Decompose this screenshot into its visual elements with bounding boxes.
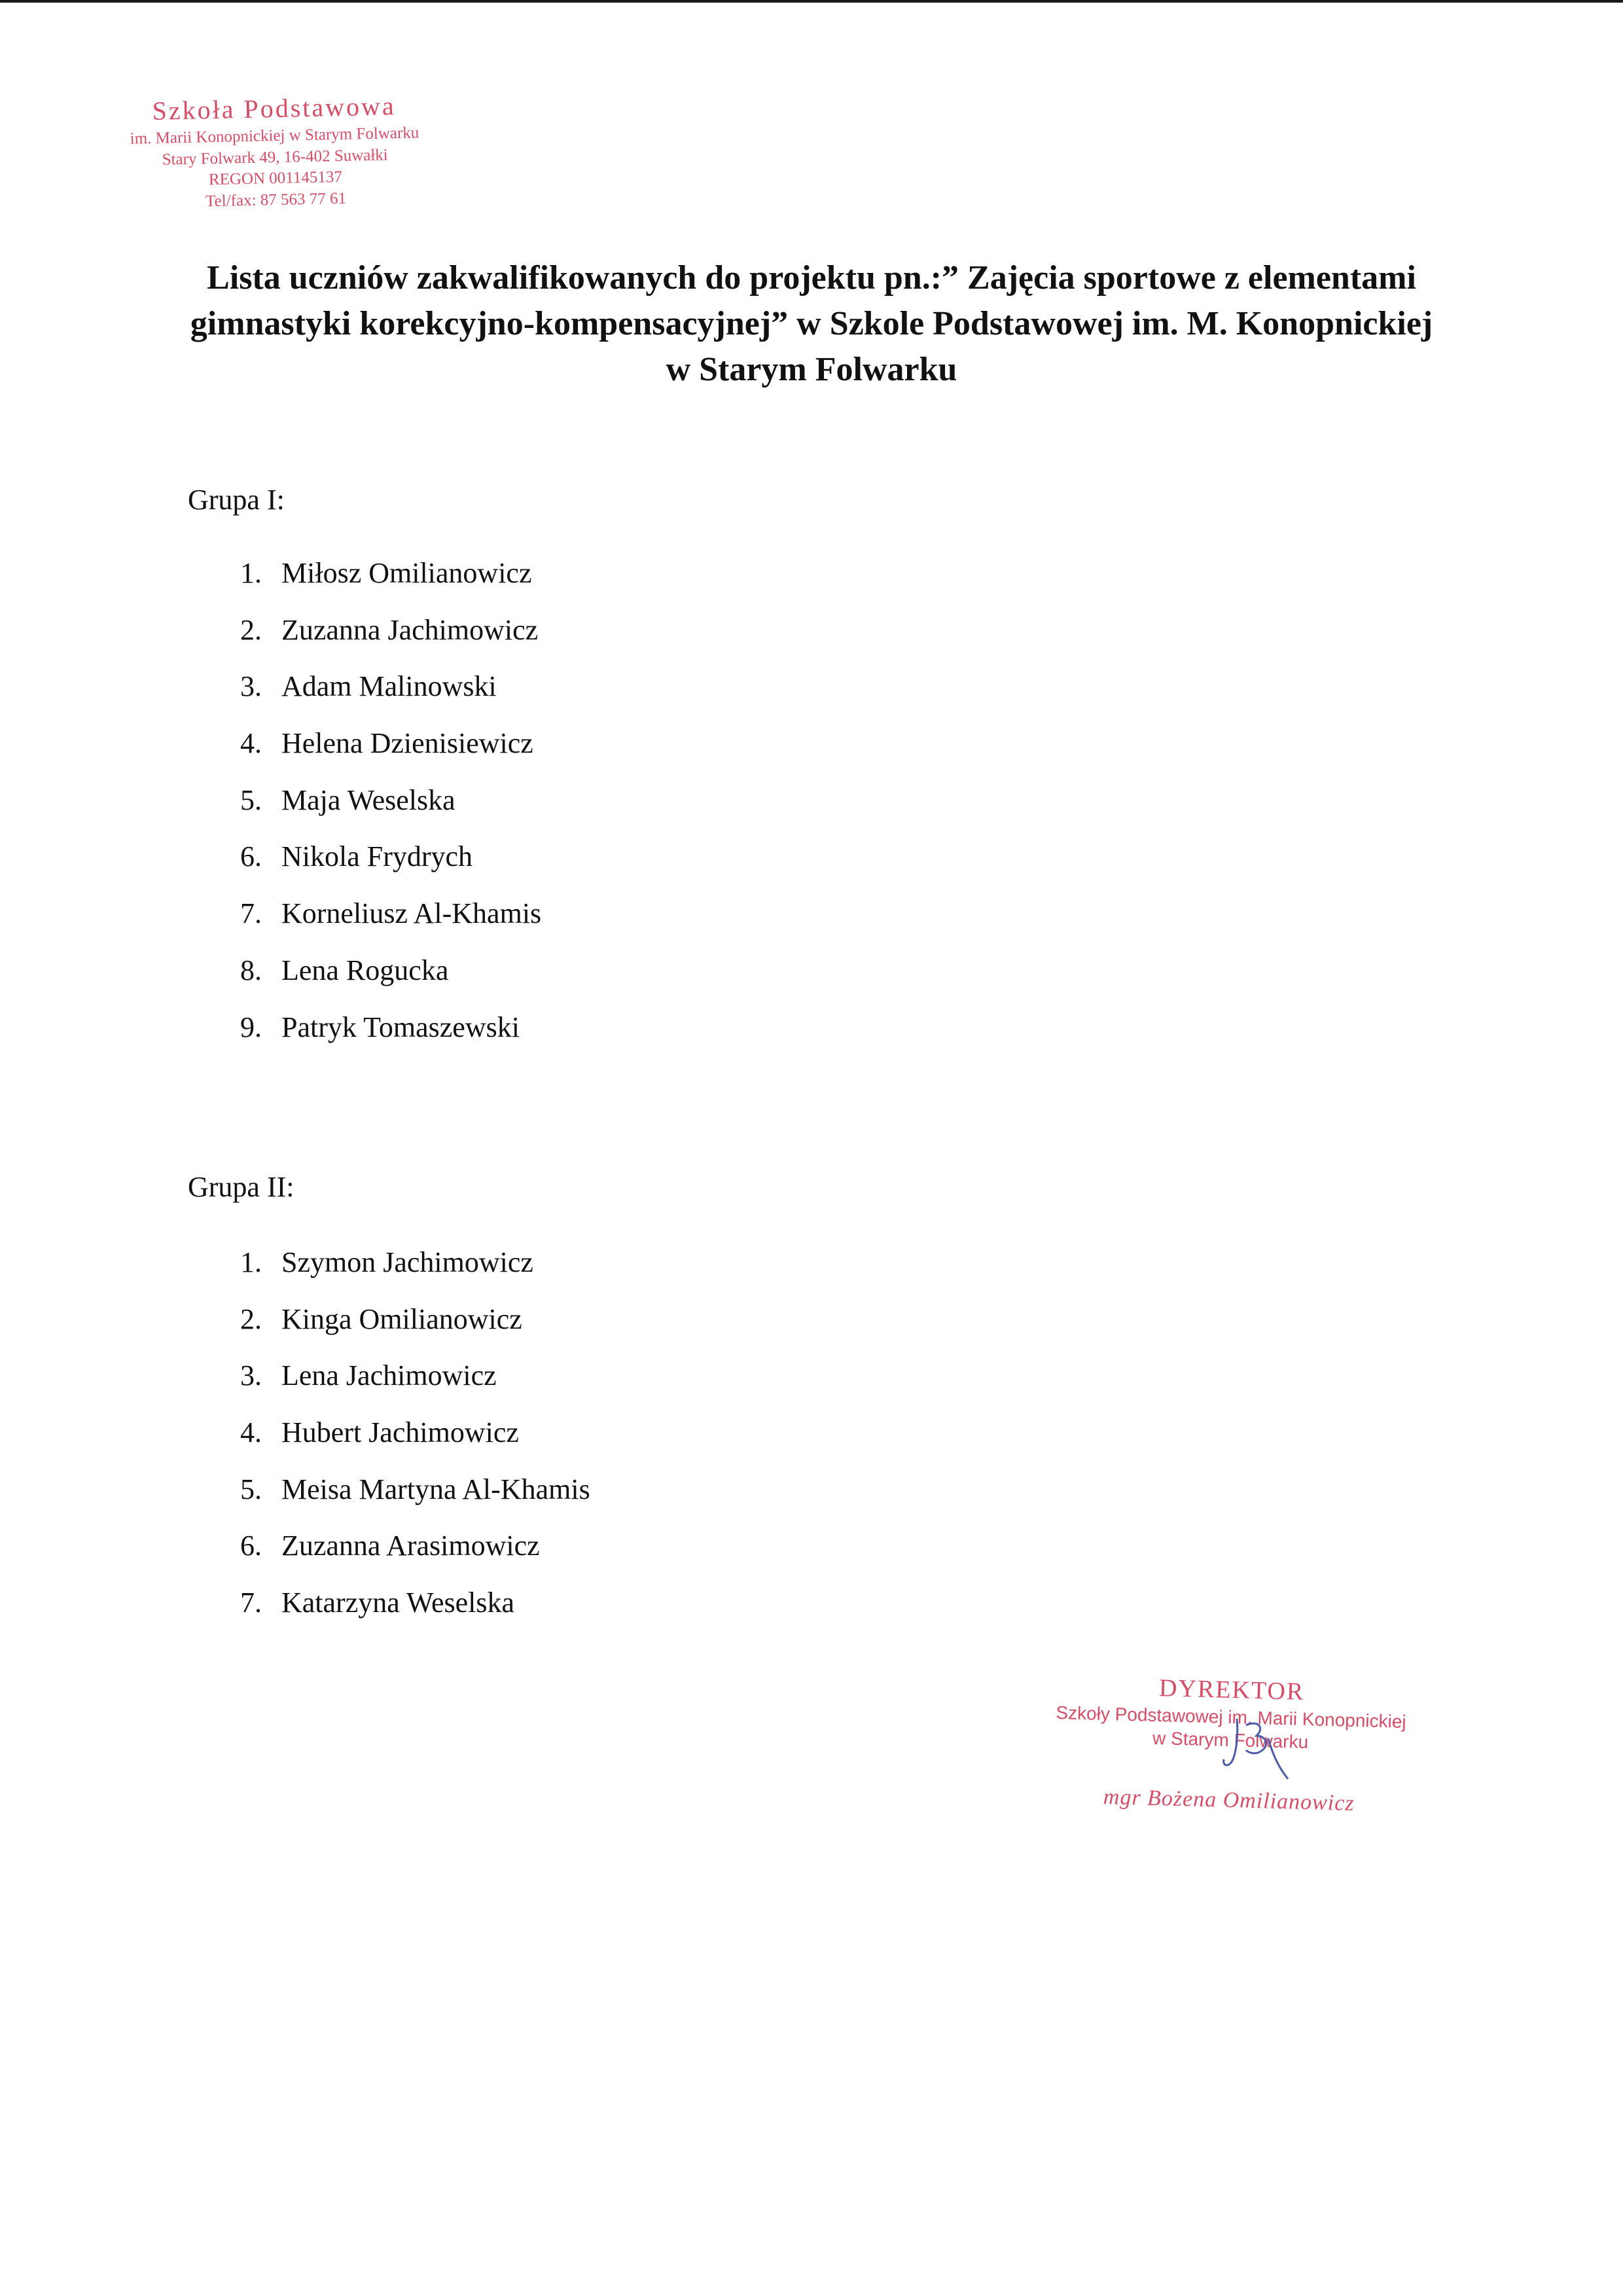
group-two-list — [223, 1246, 590, 1643]
signature-mark — [1217, 1713, 1296, 1785]
list-item — [223, 1359, 590, 1416]
list-item — [223, 1473, 590, 1530]
list-item-number: 3. — [240, 670, 262, 703]
list-item — [223, 1246, 590, 1302]
list-item — [223, 726, 541, 783]
list-item — [223, 954, 541, 1011]
list-item — [223, 613, 541, 670]
school-stamp-line: Stary Folwark 49, 16-402 Suwałki — [162, 145, 388, 169]
signature-stroke — [1268, 1738, 1288, 1779]
director-stamp-line: Szkoły Podstawowej im. Marii Konopnickiej — [1056, 1702, 1407, 1732]
student-name: Meisa Martyna Al-Khamis — [281, 1473, 590, 1505]
list-item-number: 2. — [240, 1302, 262, 1335]
scan-top-edge — [0, 0, 1623, 3]
school-stamp-line: Tel/fax: 87 563 77 61 — [205, 189, 347, 210]
list-item-number: 1. — [240, 557, 262, 589]
student-name: Miłosz Omilianowicz — [281, 557, 532, 589]
list-item-number: 2. — [240, 613, 262, 646]
student-name: Szymon Jachimowicz — [281, 1246, 533, 1278]
student-name: Patryk Tomaszewski — [281, 1011, 520, 1043]
list-item — [223, 1586, 590, 1643]
list-item — [223, 1011, 541, 1067]
student-name: Adam Malinowski — [281, 670, 497, 703]
list-item-number: 4. — [240, 1416, 262, 1449]
student-name: Zuzanna Arasimowicz — [281, 1530, 540, 1562]
list-item — [223, 897, 541, 954]
signature-stroke — [1224, 1719, 1238, 1765]
student-name: Lena Rogucka — [281, 954, 449, 986]
list-item — [223, 1302, 590, 1359]
list-item-number: 9. — [240, 1011, 262, 1043]
list-item-number: 6. — [240, 1530, 262, 1562]
student-name: Katarzyna Weselska — [281, 1587, 515, 1619]
list-item — [223, 840, 541, 897]
group-one-list — [223, 556, 541, 1067]
list-item — [223, 670, 541, 726]
group-two-label: Grupa II: — [188, 1171, 294, 1203]
group-one-label: Grupa I: — [188, 484, 285, 516]
list-item-number: 3. — [240, 1359, 262, 1392]
school-stamp-name: Szkoła Podstawowa — [152, 91, 397, 126]
document-title: Lista uczniów zakwalifikowanych do projektu pn.:” Zajęcia sportowe z elementami gimnastyki korekcyjno-kompensacyjnej” w Szkole Podstawowej im. M. Konopnickiej w Starym Folwarku — [190, 259, 1433, 388]
list-item — [223, 1529, 590, 1586]
student-name: Kinga Omilianowicz — [281, 1302, 522, 1335]
list-item-number: 8. — [240, 954, 262, 986]
school-stamp-line: REGON 001145137 — [208, 168, 343, 189]
student-name: Zuzanna Jachimowicz — [281, 613, 539, 646]
list-item-number: 5. — [240, 783, 262, 816]
list-item — [223, 783, 541, 840]
list-item — [223, 556, 541, 613]
signature-stroke — [1246, 1723, 1266, 1753]
list-item-number: 7. — [240, 897, 262, 930]
student-name: Maja Weselska — [281, 783, 455, 816]
list-item-number: 1. — [240, 1246, 262, 1278]
list-item-number: 6. — [240, 840, 262, 873]
student-name: Lena Jachimowicz — [281, 1359, 497, 1392]
director-stamp-name: mgr Bożena Omilianowicz — [1103, 1784, 1355, 1816]
list-item-number: 5. — [240, 1473, 262, 1505]
student-name: Helena Dzienisiewicz — [281, 727, 533, 760]
student-name: Nikola Frydrych — [281, 840, 473, 873]
list-item-number: 4. — [240, 727, 262, 760]
director-stamp-title: DYREKTOR — [1158, 1674, 1305, 1706]
list-item-number: 7. — [240, 1587, 262, 1619]
school-stamp-line: im. Marii Konopnickiej w Starym Folwarku — [130, 124, 419, 148]
director-stamp-line: w Starym Folwarku — [1152, 1727, 1309, 1752]
list-item — [223, 1416, 590, 1473]
school-stamp — [77, 88, 473, 215]
student-name: Hubert Jachimowicz — [281, 1416, 519, 1449]
student-name: Korneliusz Al-Khamis — [281, 897, 542, 930]
